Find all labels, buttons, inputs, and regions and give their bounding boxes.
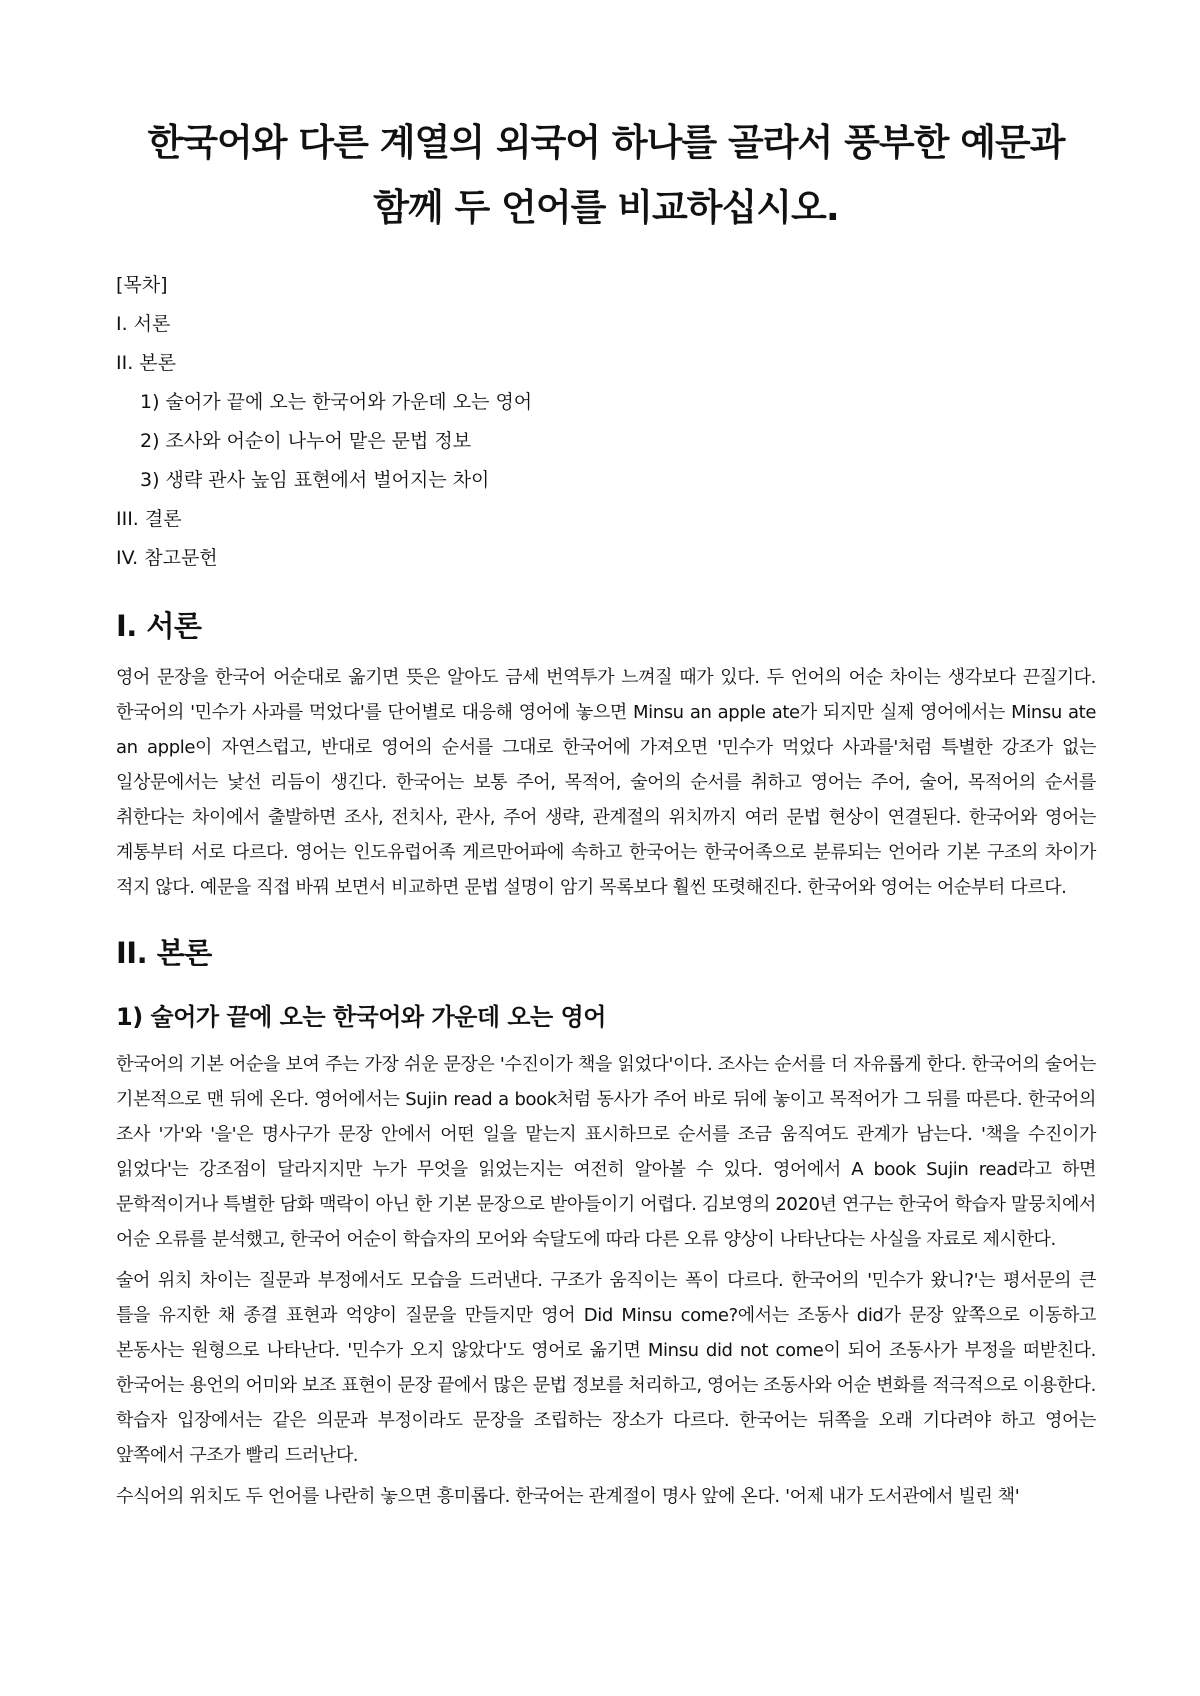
toc-item: III. 결론 <box>116 508 182 530</box>
toc-subitem: 2) 조사와 어순이 나누어 맡은 문법 정보 <box>140 430 472 452</box>
section-heading-intro: I. 서론 <box>116 609 202 643</box>
toc-item: IV. 참고문헌 <box>116 547 218 569</box>
toc-subitem: 1) 술어가 끝에 오는 한국어와 가운데 오는 영어 <box>140 391 533 413</box>
body-paragraph: 수식어의 위치도 두 언어를 나란히 놓으면 흥미롭다. 한국어는 관계절이 명사 앞에 온다. '어제 내가 도서관에서 빌린 책' <box>116 1486 1020 1507</box>
toc-item: II. 본론 <box>116 352 176 374</box>
body-paragraph: 한국어의 기본 어순을 보여 주는 가장 쉬운 문장은 '수진이가 책을 읽었다'이다. 조사는 순서를 더 자유롭게 한다. 한국어의 술어는 기본적으로 맨 뒤에 온다. 영어에서는 Sujin read a book처럼 동사가 주어 바로 뒤에 놓이고 목적어가 그 뒤를 따른다. 한국어의 조사 '가'와 '을'은 명사구가 문장 안에서 어떤 일을 맡는지 표시하므로 순서를 조금 움직여도 관계가 남는다. '책을 수진이가 읽었다'는 강조점이 달라지지만 누가 무엇을 읽었는지는 여전히 알아볼 수 있다. 영어에서 A book Sujin read라고 하면 문학적이거나 특별한 담화 맥락이 아닌 한 기본 문장으로 받아들이기 어렵다. 김보영의 2020년 연구는 한국어 학습자 말뭉치에서 어순 오류를 분석했고, 한국어 어순이 학습자의 모어와 숙달도에 따라 다른 오류 양상이 나타난다는 사실을 자료로 제시한다. <box>116 1054 1096 1250</box>
subsection-heading-1: 1) 술어가 끝에 오는 한국어와 가운데 오는 영어 <box>116 1003 606 1031</box>
body-paragraph: 술어 위치 차이는 질문과 부정에서도 모습을 드러낸다. 구조가 움직이는 폭이 다르다. 한국어의 '민수가 왔니?'는 평서문의 큰 틀을 유지한 채 종결 표현과 억양이 질문을 만들지만 영어 Did Minsu come?에서는 조동사 did가 문장 앞쪽으로 이동하고 본동사는 원형으로 나타난다. '민수가 오지 않았다'도 영어로 옮기면 Minsu did not come이 되어 조동사가 부정을 떠받친다. 한국어는 용언의 어미와 보조 표현이 문장 끝에서 많은 문법 정보를 처리하고, 영어는 조동사와 어순 변화를 적극적으로 이용한다. 학습자 입장에서는 같은 의문과 부정이라도 문장을 조립하는 장소가 다르다. 한국어는 뒤쪽을 오래 기다려야 하고 영어는 앞쪽에서 구조가 빨리 드러난다. <box>116 1270 1096 1466</box>
toc-subitem: 3) 생략 관사 높임 표현에서 벌어지는 차이 <box>140 469 490 491</box>
table-of-contents <box>116 266 1096 578</box>
section-heading-body: II. 본론 <box>116 936 212 970</box>
toc-heading: [목차] <box>116 274 168 296</box>
document-title: 한국어와 다른 계열의 외국어 하나를 골라서 풍부한 예문과 함께 두 언어를 비교하십시오. <box>147 121 1065 229</box>
intro-paragraph: 영어 문장을 한국어 어순대로 옮기면 뜻은 알아도 금세 번역투가 느껴질 때가 있다. 두 언어의 어순 차이는 생각보다 끈질기다. 한국어의 '민수가 사과를 먹었다'를 단어별로 대응해 영어에 놓으면 Minsu an apple ate가 되지만 실제 영어에서는 Minsu ate an apple이 자연스럽고, 반대로 영어의 순서를 그대로 한국어에 가져오면 '민수가 먹었다 사과를'처럼 특별한 강조가 없는 일상문에서는 낯선 리듬이 생긴다. 한국어는 보통 주어, 목적어, 술어의 순서를 취하고 영어는 주어, 술어, 목적어의 순서를 취한다는 차이에서 출발하면 조사, 전치사, 관사, 주어 생략, 관계절의 위치까지 여러 문법 현상이 연결된다. 한국어와 영어는 계통부터 서로 다르다. 영어는 인도유럽어족 게르만어파에 속하고 한국어는 한국어족으로 분류되는 언어라 기본 구조의 차이가 적지 않다. 예문을 직접 바꿔 보면서 비교하면 문법 설명이 암기 목록보다 훨씬 또렷해진다. 한국어와 영어는 어순부터 다르다. <box>116 667 1096 898</box>
toc-item: I. 서론 <box>116 313 171 335</box>
